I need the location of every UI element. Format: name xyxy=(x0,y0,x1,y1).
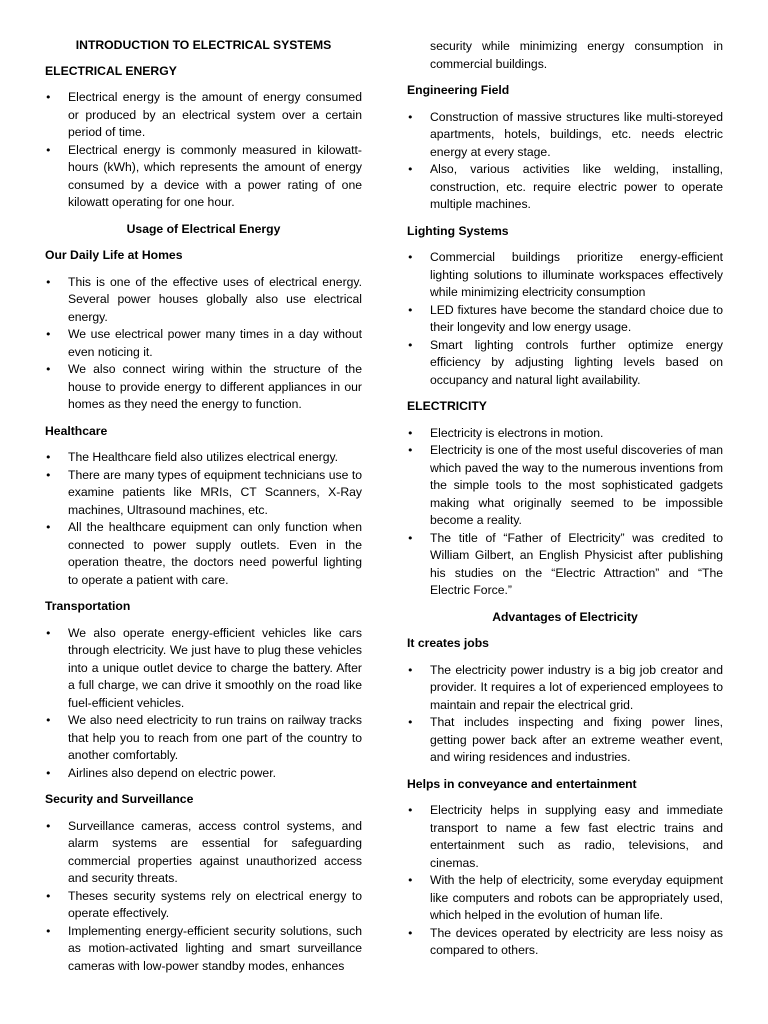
engineering-list xyxy=(407,109,723,214)
list-item: • We also operate energy-efficient vehicles like cars through electricity. We just have to plug these vehicles into a unique outlet device to charge the battery. After a full charge, we can drive it smoothly on the road like fuel-efficient vehicles. xyxy=(45,625,362,713)
list-item: • Implementing energy-efficient security solutions, such as motion-activated lighting and smart surveillance cameras with low-power standby modes, enhances xyxy=(45,923,362,976)
subheading-jobs: It creates jobs xyxy=(407,636,489,650)
list-item: • Theses security systems rely on electrical energy to operate effectively. xyxy=(45,888,362,923)
list-item: • That includes inspecting and fixing power lines, getting power back after an extreme weather event, and wiring residences and industries. xyxy=(407,714,723,767)
list-item: • All the healthcare equipment can only function when connected to power supply outlets. Even in the operation theatre, the doctors need powerful lighting to operate a patient with care. xyxy=(45,519,362,589)
subheading-security: Security and Surveillance xyxy=(45,792,194,806)
conveyance-list xyxy=(407,802,723,960)
list-item: • We also need electricity to run trains on railway tracks that help you to reach from one part of the country to another comfortably. xyxy=(45,712,362,765)
list-item: • Electricity helps in supplying easy and immediate transport to name a few fast electric trains and entertainment such as radio, televisions, and cinemas. xyxy=(407,802,723,872)
list-item: • With the help of electricity, some everyday equipment like computers and robots can be appropriately used, which helped in the evolution of human life. xyxy=(407,872,723,925)
list-item: • Electrical energy is commonly measured in kilowatt-hours (kWh), which represents the amount of energy consumed by a device with a power rating of one kilowatt operating for one hour. xyxy=(45,142,362,212)
section-heading-electrical-energy: ELECTRICAL ENERGY xyxy=(45,63,177,78)
list-item: • Electrical energy is the amount of energy consumed or produced by an electrical system over a certain period of time. xyxy=(45,89,362,142)
healthcare-list xyxy=(45,449,362,589)
list-item: • We also connect wiring within the structure of the house to provide energy to different appliances in our homes as they need the energy to function. xyxy=(45,361,362,414)
list-item: • Also, various activities like welding, installing, construction, etc. require electric power to operate multiple machines. xyxy=(407,161,723,214)
list-item: • LED fixtures have become the standard choice due to their longevity and low energy usage. xyxy=(407,302,723,337)
subheading-healthcare: Healthcare xyxy=(45,423,108,438)
electricity-list xyxy=(407,425,723,600)
list-item: • Surveillance cameras, access control systems, and alarm systems are essential for safeguarding commercial properties against unauthorized access and security threats. xyxy=(45,818,362,888)
subheading-transportation: Transportation xyxy=(45,599,131,613)
list-item: • Electricity is electrons in motion. xyxy=(407,425,723,443)
subheading-lighting: Lighting Systems xyxy=(407,223,509,238)
subheading-daily-life: Our Daily Life at Homes xyxy=(45,248,183,262)
list-item: • The electricity power industry is a big job creator and provider. It requires a lot of experienced employees to maintain and repair the electrical grid. xyxy=(407,662,723,715)
list-item: • Construction of massive structures like multi-storeyed apartments, hotels, buildings, etc. needs electric energy at every stage. xyxy=(407,109,723,162)
document-title: INTRODUCTION TO ELECTRICAL SYSTEMS xyxy=(75,38,332,52)
section-heading-usage: Usage of Electrical Energy xyxy=(126,221,281,236)
subheading-engineering: Engineering Field xyxy=(407,83,510,97)
list-item: • This is one of the effective uses of electrical energy. Several power houses globally also use electrical energy. xyxy=(45,274,362,327)
electrical-energy-list xyxy=(45,89,362,212)
section-heading-electricity: ELECTRICITY xyxy=(407,399,487,413)
right-column xyxy=(407,38,723,969)
list-item: • Commercial buildings prioritize energy-efficient lighting solutions to illuminate workspaces effectively while minimizing electricity consumption xyxy=(407,249,723,302)
left-column xyxy=(45,37,362,984)
list-item: • Electricity is one of the most useful discoveries of man which paved the way to the numerous inventions from the simple tools to the most sophisticated gadgets making what originally seemed to be impossible become a reality. xyxy=(407,442,723,530)
security-list xyxy=(45,818,362,976)
continued-text: security while minimizing energy consumption in commercial buildings. xyxy=(430,39,723,71)
transportation-list xyxy=(45,625,362,783)
section-heading-advantages: Advantages of Electricity xyxy=(492,609,638,624)
jobs-list xyxy=(407,662,723,767)
daily-life-list xyxy=(45,274,362,414)
list-item: • Smart lighting controls further optimize energy efficiency by adjusting lighting levels based on occupancy and natural light availability. xyxy=(407,337,723,390)
list-item: • We use electrical power many times in a day without even noticing it. xyxy=(45,326,362,361)
list-item: • The title of “Father of Electricity” was credited to William Gilbert, an English Physicist after publishing his studies on the “Electric Attraction” and “The Electric Force.” xyxy=(407,530,723,600)
lighting-list xyxy=(407,249,723,389)
list-item: • There are many types of equipment technicians use to examine patients like MRIs, CT Scanners, X-Ray machines, Ultrasound machines, etc. xyxy=(45,467,362,520)
list-item: • Airlines also depend on electric power. xyxy=(45,765,362,783)
subheading-conveyance: Helps in conveyance and entertainment xyxy=(407,776,637,791)
list-item: • The Healthcare field also utilizes electrical energy. xyxy=(45,449,362,467)
list-item: • The devices operated by electricity are less noisy as compared to others. xyxy=(407,925,723,960)
